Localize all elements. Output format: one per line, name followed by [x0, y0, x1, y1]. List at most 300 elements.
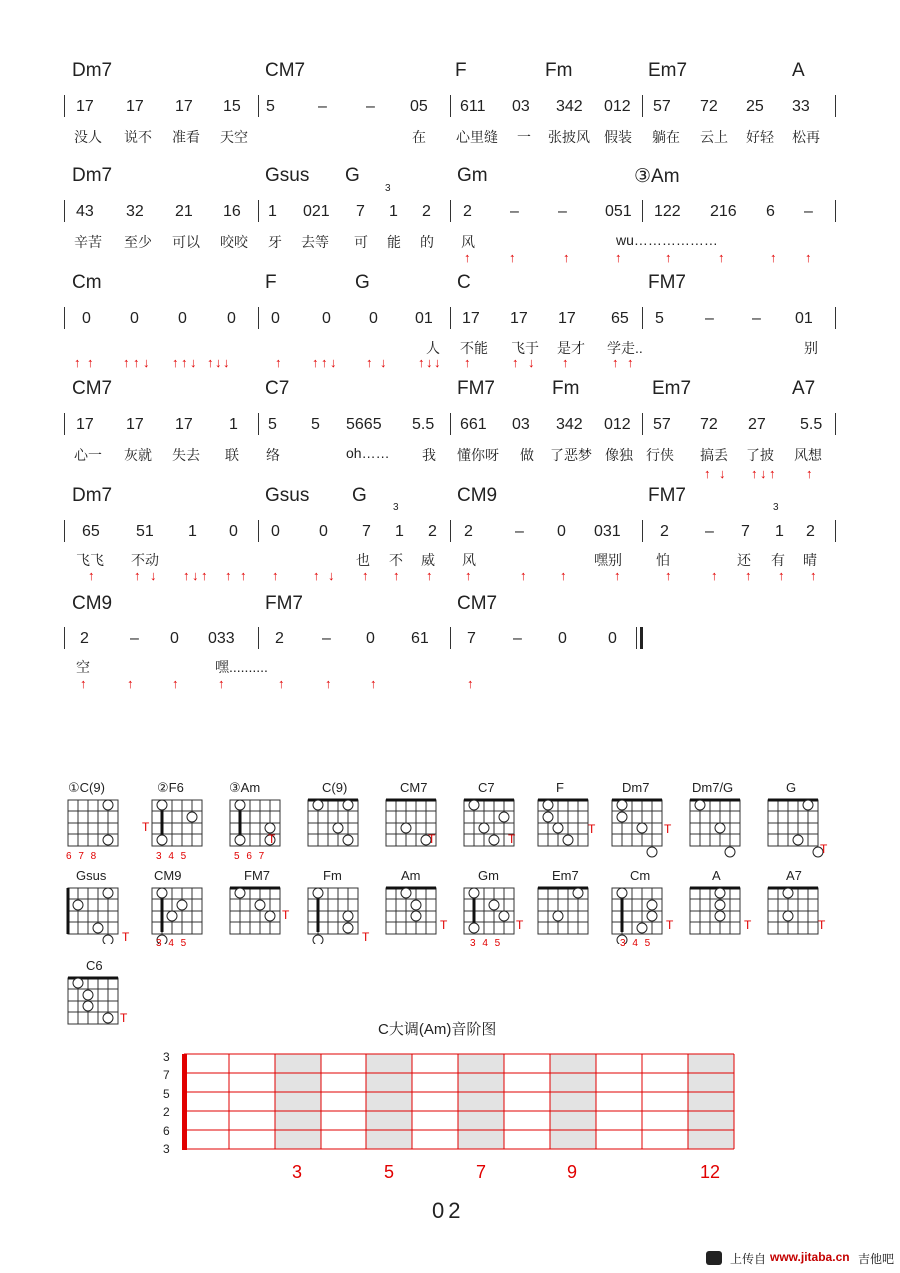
chord-diagram-name: A	[712, 868, 721, 883]
note: 5.5	[800, 416, 823, 433]
footer-prefix: 上传自	[730, 1252, 767, 1266]
note: 2	[464, 523, 473, 540]
chord-label: G	[345, 165, 360, 186]
strum-up-icon: ↑	[426, 568, 433, 583]
note: –	[752, 310, 761, 327]
lyric: 搞丢	[700, 447, 728, 463]
chord-grid-row2	[60, 884, 850, 944]
strum-up-icon: ↑	[563, 250, 570, 265]
lyric: 天空	[220, 129, 248, 145]
thumb-mark: T	[428, 832, 436, 846]
thumb-mark: T	[818, 918, 826, 932]
note: 0	[271, 523, 280, 540]
chord-label: A7	[792, 378, 816, 399]
lyric: 络	[266, 447, 280, 463]
note: 216	[710, 203, 737, 220]
strum-up-icon: ↑	[393, 568, 400, 583]
note: 5	[266, 98, 275, 115]
strum-up-icon: ↑	[275, 355, 282, 370]
fret-number: 3	[292, 1162, 303, 1182]
page-number: 02	[432, 1198, 465, 1223]
lyric: 失去	[172, 447, 200, 463]
strum-up-icon: ↑	[321, 355, 328, 370]
note: –	[318, 98, 327, 115]
barline	[642, 413, 643, 435]
note: 17	[126, 416, 144, 433]
lyric: 别	[804, 340, 818, 356]
strum-down-icon: ↓	[150, 568, 157, 583]
thumb-mark: T	[120, 1011, 128, 1025]
lyric: 晴	[803, 552, 817, 568]
note: 72	[700, 98, 718, 115]
strum-up-icon: ↑	[134, 568, 141, 583]
lyric: 嘿..........	[215, 659, 268, 675]
note: 0	[558, 630, 567, 647]
thumb-mark: T	[588, 822, 596, 836]
note: 2	[80, 630, 89, 647]
strum-up-icon: ↑	[207, 355, 214, 370]
fret-label: 3 4 5	[156, 938, 189, 949]
strum-up-icon: ↑	[520, 568, 527, 583]
thumb-mark: T	[664, 822, 672, 836]
strum-up-icon: ↑	[133, 355, 140, 370]
note: –	[558, 203, 567, 220]
note: –	[804, 203, 813, 220]
chord-diagram-name: Gm	[478, 868, 499, 883]
strum-up-icon: ↑	[778, 568, 785, 583]
strum-up-icon: ↑	[312, 355, 319, 370]
lyric: oh……	[346, 445, 390, 461]
triplet-mark: 3	[385, 183, 391, 194]
note: 25	[746, 98, 764, 115]
strum-up-icon: ↑	[225, 568, 232, 583]
barline	[64, 95, 65, 117]
lyric: 做	[520, 447, 534, 463]
note: 661	[460, 416, 487, 433]
fret-label: 3 4 5	[156, 851, 189, 862]
strum-up-icon: ↑	[614, 568, 621, 583]
note: 0	[366, 630, 375, 647]
lyric: 说不	[124, 129, 152, 145]
note: 57	[653, 416, 671, 433]
barline	[450, 95, 451, 117]
note: 05	[410, 98, 428, 115]
note: 0	[322, 310, 331, 327]
barline	[835, 520, 836, 542]
lyric: 有	[771, 552, 785, 568]
chord-diagram-name: CM9	[154, 868, 182, 883]
note: 1	[229, 416, 238, 433]
chord-label: Dm7	[72, 165, 113, 186]
note: –	[322, 630, 331, 647]
strum-up-icon: ↑	[512, 355, 519, 370]
strum-up-icon: ↑	[172, 355, 179, 370]
chord-diagram-name: G	[786, 780, 797, 795]
strum-down-icon: ↓	[426, 355, 433, 370]
chord-diagram-name: Dm7	[622, 780, 650, 795]
chord-label: G	[352, 485, 367, 506]
chord-diagram-name: ③Am	[229, 780, 261, 795]
note: 33	[792, 98, 810, 115]
thumb-mark: T	[362, 930, 370, 944]
chord-diagram-name: CM7	[400, 780, 428, 795]
chord-label: ③Am	[634, 166, 680, 187]
chord-label: CM7	[457, 593, 498, 614]
note: 65	[82, 523, 100, 540]
barline	[642, 95, 643, 117]
note: 012	[604, 98, 631, 115]
lyric: 了恶梦	[550, 447, 592, 463]
chord-diagram-name: FM7	[244, 868, 270, 883]
lyric: 好轻	[746, 129, 774, 145]
note: 7	[467, 630, 476, 647]
note: 2	[428, 523, 437, 540]
note: –	[130, 630, 139, 647]
note: 0	[608, 630, 617, 647]
note: 342	[556, 98, 583, 115]
note: 0	[369, 310, 378, 327]
barline	[64, 200, 65, 222]
triplet-mark: 3	[393, 502, 399, 513]
strum-down-icon: ↓	[328, 568, 335, 583]
note: 1	[389, 203, 398, 220]
strum-up-icon: ↑	[272, 568, 279, 583]
barline	[450, 413, 451, 435]
chord-label: Em7	[652, 378, 692, 399]
lyric: 躺在	[652, 129, 680, 145]
strum-up-icon: ↑	[711, 568, 718, 583]
note: 021	[303, 203, 330, 220]
strum-up-icon: ↑	[612, 355, 619, 370]
note: –	[515, 523, 524, 540]
note: –	[366, 98, 375, 115]
chord-label: CM7	[72, 378, 113, 399]
note: 033	[208, 630, 235, 647]
lyric: 去等	[301, 234, 329, 250]
note: 7	[356, 203, 365, 220]
strum-up-icon: ↑	[465, 568, 472, 583]
strum-up-icon: ↑	[745, 568, 752, 583]
strum-down-icon: ↓	[760, 466, 767, 481]
note: 0	[319, 523, 328, 540]
note: 0	[130, 310, 139, 327]
barline	[835, 200, 836, 222]
guitar-logo-icon	[706, 1251, 722, 1265]
chord-label: A	[792, 60, 805, 81]
note: 2	[806, 523, 815, 540]
strum-up-icon: ↑	[770, 250, 777, 265]
chord-label: Em7	[648, 60, 688, 81]
lyric: 心一	[74, 447, 102, 463]
thumb-mark: T	[820, 842, 828, 856]
lyric: 联	[225, 447, 239, 463]
strum-down-icon: ↓	[143, 355, 150, 370]
chord-diagram-name: ①C(9)	[68, 780, 105, 795]
triplet-mark: 3	[773, 502, 779, 513]
thumb-mark: T	[122, 930, 130, 944]
strum-up-icon: ↑	[665, 568, 672, 583]
note: 1	[775, 523, 784, 540]
note: 1	[188, 523, 197, 540]
barline	[258, 307, 259, 329]
lyric: 辛苦	[74, 234, 102, 250]
note: 0	[170, 630, 179, 647]
thumb-mark: T	[508, 832, 516, 846]
lyric: 的	[420, 234, 434, 250]
strum-up-icon: ↑	[278, 676, 285, 691]
chord-label: Dm7	[72, 485, 113, 506]
note: 17	[175, 98, 193, 115]
barline	[835, 95, 836, 117]
barline	[258, 627, 259, 649]
strum-up-icon: ↑	[370, 676, 377, 691]
lyric: 学走..	[607, 340, 643, 356]
note: 01	[795, 310, 813, 327]
barline	[258, 200, 259, 222]
note: 0	[229, 523, 238, 540]
lyric: 怕	[656, 552, 670, 568]
strum-up-icon: ↑	[88, 568, 95, 583]
strum-up-icon: ↑	[562, 355, 569, 370]
lyric: 风	[462, 552, 476, 568]
string-label: 5	[163, 1087, 170, 1101]
lyric: 松再	[792, 129, 820, 145]
lyric: wu………………	[616, 232, 718, 248]
lyric: 牙	[268, 234, 282, 250]
strum-down-icon: ↓	[190, 355, 197, 370]
note: 342	[556, 416, 583, 433]
lyric: 张披风	[548, 129, 590, 145]
strum-up-icon: ↑	[467, 676, 474, 691]
strum-down-icon: ↓	[434, 355, 441, 370]
strum-up-icon: ↑	[751, 466, 758, 481]
string-label: 6	[163, 1124, 170, 1138]
note: 0	[271, 310, 280, 327]
chord-label: F	[265, 272, 277, 293]
note: 03	[512, 416, 530, 433]
note: 17	[510, 310, 528, 327]
note: –	[510, 203, 519, 220]
strum-up-icon: ↑	[805, 250, 812, 265]
note: 0	[178, 310, 187, 327]
note: 16	[223, 203, 241, 220]
note: 17	[126, 98, 144, 115]
note: 0	[82, 310, 91, 327]
chord-label: CM9	[72, 593, 113, 614]
note: 01	[415, 310, 433, 327]
chord-grid-row3	[60, 974, 140, 1034]
lyric: 行侠	[646, 447, 674, 463]
strum-down-icon: ↓	[192, 568, 199, 583]
barline	[258, 413, 259, 435]
barline	[258, 95, 259, 117]
thumb-mark: T	[744, 918, 752, 932]
chord-label: FM7	[265, 593, 303, 614]
strum-up-icon: ↑	[218, 676, 225, 691]
chord-label: Dm7	[72, 60, 113, 81]
note: 72	[700, 416, 718, 433]
lyric: 空	[76, 659, 90, 675]
fret-label: 5 6 7	[234, 851, 267, 862]
lyric: 嘿别	[594, 552, 622, 568]
strum-up-icon: ↑	[87, 355, 94, 370]
note: 5	[268, 416, 277, 433]
lyric: 假装	[604, 129, 632, 145]
lyric: 可	[354, 234, 368, 250]
note: 17	[76, 416, 94, 433]
fret-label: 6 7 8	[66, 851, 99, 862]
strum-down-icon: ↓	[330, 355, 337, 370]
chord-label: FM7	[648, 485, 686, 506]
strum-up-icon: ↑	[123, 355, 130, 370]
thumb-mark: T	[282, 908, 290, 922]
note: 17	[175, 416, 193, 433]
strum-up-icon: ↑	[769, 466, 776, 481]
barline	[64, 413, 65, 435]
thumb-mark: T	[440, 918, 448, 932]
strum-down-icon: ↓	[380, 355, 387, 370]
lyric: 心里缝	[456, 129, 498, 145]
thumb-mark: T	[268, 832, 276, 846]
scale-title: C大调(Am)音阶图	[378, 1021, 497, 1038]
note: 5	[311, 416, 320, 433]
fret-number: 7	[476, 1162, 487, 1182]
strum-up-icon: ↑	[366, 355, 373, 370]
note: 0	[557, 523, 566, 540]
lyric: 不动	[131, 552, 159, 568]
chord-label: Gm	[457, 165, 488, 186]
barline	[64, 307, 65, 329]
barline	[450, 627, 451, 649]
note: 43	[76, 203, 94, 220]
lyric: 云上	[700, 129, 728, 145]
strum-up-icon: ↑	[464, 250, 471, 265]
strum-up-icon: ↑	[127, 676, 134, 691]
strum-down-icon: ↓	[215, 355, 222, 370]
footer-site-name: 吉他吧	[858, 1252, 895, 1266]
strum-down-icon: ↓	[223, 355, 230, 370]
lyric: 风想	[794, 447, 822, 463]
note: 6	[766, 203, 775, 220]
note: 0	[227, 310, 236, 327]
chord-diagram-name: ②F6	[157, 780, 184, 795]
chord-label: G	[355, 272, 370, 293]
strum-up-icon: ↑	[201, 568, 208, 583]
final-barline	[636, 627, 637, 649]
chord-label: C7	[265, 378, 290, 399]
thumb-mark: T	[516, 918, 524, 932]
fretboard	[180, 1050, 740, 1160]
chord-diagram-name: Gsus	[76, 868, 107, 883]
lyric: 了披	[746, 447, 774, 463]
chord-label: Gsus	[265, 485, 310, 506]
fret-number: 9	[567, 1162, 578, 1182]
string-label: 2	[163, 1105, 170, 1119]
chord-diagram-name: Fm	[323, 868, 342, 883]
chord-diagram-name: Am	[401, 868, 421, 883]
string-label: 3	[163, 1050, 170, 1064]
barline	[450, 200, 451, 222]
chord-diagram-name: Em7	[552, 868, 579, 883]
note: 5.5	[412, 416, 435, 433]
strum-up-icon: ↑	[183, 568, 190, 583]
string-label: 7	[163, 1068, 170, 1082]
barline	[835, 307, 836, 329]
note: –	[705, 523, 714, 540]
strum-up-icon: ↑	[313, 568, 320, 583]
lyric: 是才	[557, 340, 585, 356]
lyric: 人	[426, 340, 440, 356]
chord-diagram-name: F	[556, 780, 564, 795]
note: 7	[362, 523, 371, 540]
strum-up-icon: ↑	[665, 250, 672, 265]
lyric: 也	[356, 552, 370, 568]
note: 122	[654, 203, 681, 220]
chord-label: F	[455, 60, 467, 81]
lyric: 不能	[460, 340, 488, 356]
note: 17	[558, 310, 576, 327]
thumb-mark: T	[142, 820, 150, 834]
note: –	[705, 310, 714, 327]
lyric: 飞飞	[76, 552, 104, 568]
strum-up-icon: ↑	[806, 466, 813, 481]
chord-label: FM7	[457, 378, 495, 399]
strum-up-icon: ↑	[181, 355, 188, 370]
note: 27	[748, 416, 766, 433]
chord-diagram-name: Dm7/G	[692, 780, 734, 795]
lyric: 威	[421, 552, 435, 568]
note: 17	[76, 98, 94, 115]
lyric: 还	[737, 552, 751, 568]
note: 03	[512, 98, 530, 115]
chord-label: Gsus	[265, 165, 310, 186]
note: 031	[594, 523, 621, 540]
strum-up-icon: ↑	[704, 466, 711, 481]
note: 5	[655, 310, 664, 327]
lyric: 可以	[172, 234, 200, 250]
lyric: 像独	[605, 447, 633, 463]
strum-down-icon: ↓	[719, 466, 726, 481]
barline	[450, 307, 451, 329]
lyric: 风	[461, 234, 475, 250]
footer-site-link[interactable]: www.jitaba.cn	[770, 1250, 850, 1264]
strum-up-icon: ↑	[80, 676, 87, 691]
chord-diagram-name: A7	[786, 868, 802, 883]
note: 32	[126, 203, 144, 220]
fret-number: 5	[384, 1162, 395, 1182]
strum-up-icon: ↑	[325, 676, 332, 691]
note: 51	[136, 523, 154, 540]
chord-diagram-name: Cm	[630, 868, 651, 883]
strum-up-icon: ↑	[464, 355, 471, 370]
barline	[642, 200, 643, 222]
strum-up-icon: ↑	[615, 250, 622, 265]
note: 15	[223, 98, 241, 115]
barline	[64, 520, 65, 542]
strum-up-icon: ↑	[172, 676, 179, 691]
lyric: 在	[412, 129, 426, 145]
strum-up-icon: ↑	[560, 568, 567, 583]
note: 65	[611, 310, 629, 327]
fret-number: 12	[700, 1162, 721, 1182]
barline	[450, 520, 451, 542]
lyric: 我	[422, 447, 436, 463]
note: 2	[275, 630, 284, 647]
strum-up-icon: ↑	[718, 250, 725, 265]
lyric: 能	[387, 234, 401, 250]
strum-up-icon: ↑	[509, 250, 516, 265]
lyric: 没人	[74, 129, 102, 145]
